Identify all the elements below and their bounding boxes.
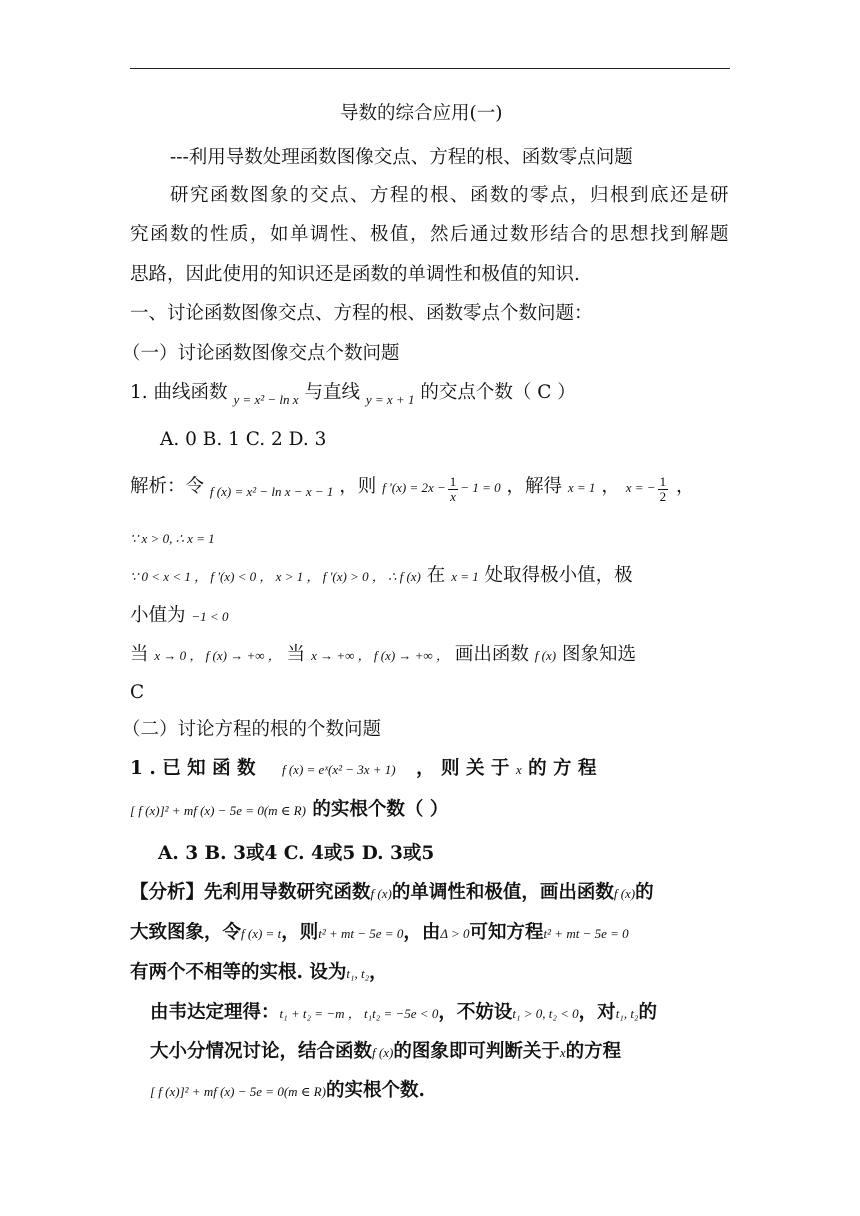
fraction-numerator: 1 [449, 473, 457, 489]
analysis-text: 的图象即可判断关于 [393, 1041, 560, 1062]
analysis-formula: t₁, t₂ [615, 1006, 639, 1021]
question-1 [130, 380, 576, 413]
q1-options: A. 0 B. 1 C. 2 D. 3 [160, 429, 327, 450]
question-2-line-1 [130, 756, 597, 783]
analysis-text: ，对 [578, 1002, 616, 1023]
analysis-text: 的 [635, 882, 654, 903]
analysis-formula: t₁ + t₂ = −m ， t₁t₂ = −5e < 0 [279, 1006, 439, 1021]
analysis-text: 大致图象，令 [130, 922, 242, 943]
sol1-root-1: x = 1 [567, 480, 596, 495]
sol1-min-label: 小值为 [130, 605, 186, 626]
subsection-heading-1: （一）讨论函数图像交点个数问题 [122, 343, 400, 364]
question-2-line-2 [130, 797, 448, 824]
analysis-formula: t² + mt − 5e = 0 [318, 926, 404, 941]
intro-line-2: 究函数的性质，如单调性、极值，然后通过数形结合的思想找到解题 [130, 224, 731, 245]
solution-1-line-2 [130, 525, 215, 552]
analysis-formula: [ f (x)]² + mf (x) − 5e = 0(m ∈ R) [150, 1084, 326, 1099]
analysis-line-2 [130, 920, 629, 947]
fraction-denominator: x [450, 488, 456, 504]
sol1-min-value: −1 < 0 [191, 609, 229, 624]
analysis-fx: f (x) [613, 886, 636, 901]
q2-equation: 的 方 程 [528, 758, 597, 779]
analysis-line-3 [130, 960, 388, 987]
analysis-text: 大小分情况讨论，结合函数 [150, 1041, 373, 1062]
sol1-comma: ， [601, 476, 620, 497]
analysis-text: 由韦达定理得： [150, 1002, 280, 1023]
sol1-fx: f (x) [534, 648, 557, 663]
analysis-line-5 [150, 1039, 621, 1066]
fraction-numerator: 1 [659, 473, 667, 489]
q1-curve-formula: y = x² − ln x [233, 392, 299, 407]
analysis-text: ，则 [281, 922, 319, 943]
analysis-x: x [559, 1045, 566, 1060]
sol1-derivative-right: − 1 = 0 [460, 480, 501, 495]
analysis-formula: t₁, t₂ [346, 966, 370, 981]
analysis-text: 的方程 [565, 1041, 622, 1062]
fraction-1-over-x [448, 475, 459, 504]
q2-known: 1 . 已 知 函 数 [130, 758, 256, 779]
analysis-line-4 [150, 1000, 657, 1027]
solution-1-line-1 [130, 474, 694, 505]
sol1-comma-end: ， [675, 476, 695, 497]
section-heading-1: 一、讨论函数图像交点、方程的根、函数零点个数问题： [130, 303, 593, 324]
analysis-text: 的实根个数. [325, 1080, 425, 1101]
analysis-formula: t₁ > 0, t₂ < 0 [512, 1006, 579, 1021]
solution-1-line-4 [130, 603, 228, 630]
fraction-1-over-2 [658, 475, 669, 504]
intro-line-3: 思路，因此使用的知识还是函数的单调性和极值的知识. [130, 264, 580, 285]
sol1-text: 解析：令 [130, 476, 205, 497]
sol1-f-def: f (x) = x² − ln x − x − 1 [209, 484, 334, 499]
solution-1-answer: C [130, 682, 145, 703]
header-rule [130, 68, 730, 69]
sol1-derivative [382, 473, 501, 504]
analysis-line-6 [150, 1078, 425, 1105]
analysis-text: 的单调性和极值，画出函数 [391, 882, 614, 903]
q2-options: A. 3 B. 3或4 C. 4或5 D. 3或5 [158, 843, 435, 864]
q1-suffix: 的交点个数（ C ） [420, 382, 576, 403]
analysis-text: 可知方程 [469, 922, 544, 943]
intro-line-1: 研究函数图象的交点、方程的根、函数的零点，归根到底还是研 [170, 185, 731, 206]
sol1-derivative-left: f '(x) = 2x − [382, 480, 446, 495]
analysis-text: ，不妨设 [438, 1002, 513, 1023]
sol1-text-min: 处取得极小值，极 [484, 565, 633, 586]
q2-f-def: f (x) = eˣ(x² − 3x + 1) [281, 762, 396, 777]
sol1-limit-0: x → 0 ， f (x) → +∞ ， [154, 648, 281, 663]
subsection-heading-2: （二）讨论方程的根的个数问题 [122, 719, 382, 740]
sol1-draw: 画出函数 [454, 644, 529, 665]
analysis-formula: Δ > 0 [440, 926, 470, 941]
solution-1-line-3 [130, 563, 633, 590]
fraction-denominator: 2 [659, 488, 667, 504]
sol1-root-2-left: x = − [625, 480, 656, 495]
q2-equation-formula: [ f (x)]² + mf (x) − 5e = 0(m ∈ R) [130, 803, 306, 818]
analysis-text: 的 [638, 1002, 657, 1023]
sol1-choose: 图象知选 [561, 644, 636, 665]
sol1-domain: ∵ x > 0, ∴ x = 1 [130, 531, 215, 546]
sol1-text-at: 在 [426, 565, 446, 586]
q1-prefix: 1. 曲线函数 [130, 382, 228, 403]
sol1-limit-inf: x → +∞ ， f (x) → +∞ ， [311, 648, 449, 663]
analysis-text: ，由 [403, 922, 441, 943]
solution-1-line-5 [130, 642, 636, 669]
sol1-monotonic: ∵ 0 < x < 1 ， f '(x) < 0 ， x > 1 ， f '(x) > 0 ， ∴ f (x) [130, 569, 421, 584]
analysis-fx: f (x) [370, 886, 392, 901]
sol1-text-then: ，则 [339, 476, 377, 497]
analysis-formula: f (x) = t [241, 926, 282, 941]
q2-real-roots: 的实根个数（ ） [312, 799, 449, 820]
analysis-formula: t² + mt − 5e = 0 [543, 926, 629, 941]
analysis-text: ， [369, 962, 388, 983]
sol1-when-2: 当 [286, 644, 306, 665]
q2-x: x [515, 762, 522, 777]
sol1-root-2 [625, 473, 670, 504]
q1-middle: 与直线 [304, 382, 360, 403]
doc-title: 导数的综合应用(一) [340, 103, 503, 124]
analysis-line-1 [130, 880, 654, 907]
analysis-text: 有两个不相等的实根. 设为 [130, 962, 347, 983]
analysis-text: 【分析】先利用导数研究函数 [130, 882, 371, 903]
analysis-fx: f (x) [372, 1045, 394, 1060]
sol1-text-solve: ，解得 [506, 476, 562, 497]
q2-about: ， 则 关 于 [416, 758, 510, 779]
sol1-when: 当 [130, 644, 149, 665]
q1-line-formula: y = x + 1 [365, 392, 415, 407]
sol1-x-eq-1: x = 1 [451, 569, 479, 584]
doc-subtitle: ---利用导数处理函数图像交点、方程的根、函数零点问题 [170, 147, 633, 168]
